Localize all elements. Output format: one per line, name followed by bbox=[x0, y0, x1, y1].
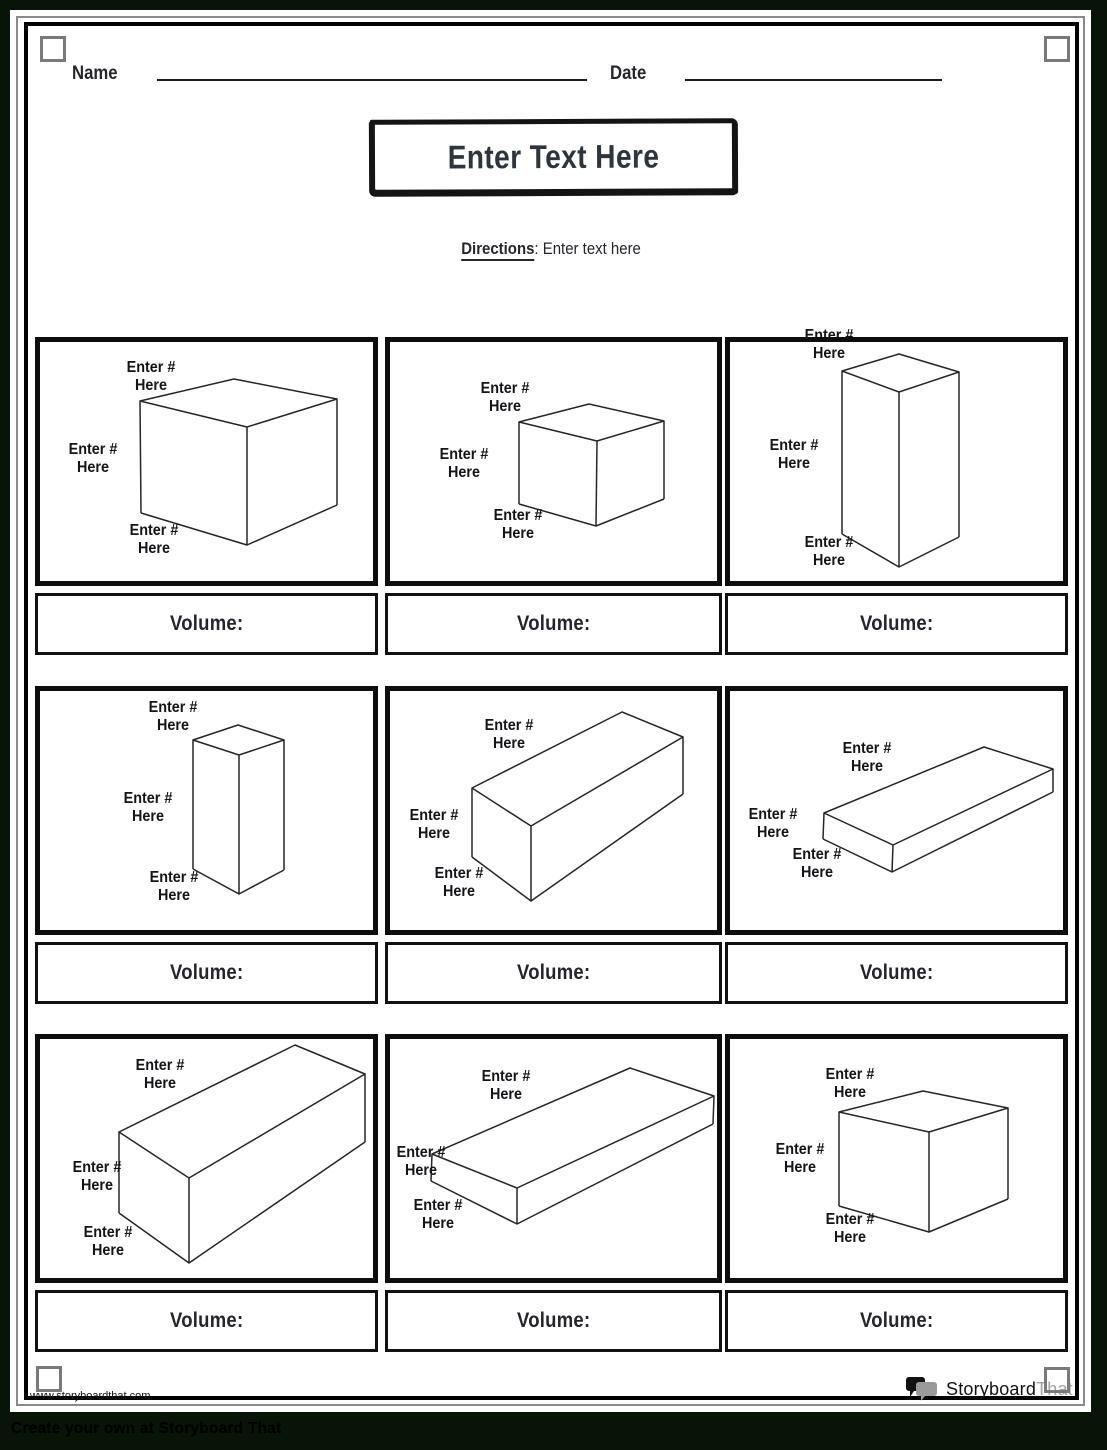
dimension-label-left[interactable]: Enter # Here bbox=[123, 790, 173, 825]
volume-label: Volume: bbox=[169, 961, 244, 984]
volume-answer-box[interactable] bbox=[725, 593, 1068, 655]
dimension-label-top[interactable]: Enter # Here bbox=[480, 380, 530, 415]
prism-cell bbox=[35, 337, 378, 586]
volume-answer-box[interactable] bbox=[35, 593, 378, 655]
volume-label: Volume: bbox=[516, 1309, 591, 1332]
dimension-label-bottom[interactable]: Enter # Here bbox=[434, 865, 484, 900]
corner-box-top-right bbox=[1044, 36, 1070, 62]
volume-answer-box[interactable] bbox=[385, 593, 722, 655]
dimension-label-top[interactable]: Enter # Here bbox=[825, 1066, 875, 1101]
dimension-label-left[interactable]: Enter # Here bbox=[775, 1141, 825, 1176]
date-label: Date bbox=[610, 63, 647, 84]
dimension-label-bottom[interactable]: Enter # Here bbox=[825, 1211, 875, 1246]
prism-cell bbox=[385, 686, 722, 935]
dimension-label-bottom[interactable]: Enter # Here bbox=[129, 522, 179, 557]
logo-text-that: That bbox=[1036, 1378, 1073, 1399]
corner-box-bottom-right bbox=[1044, 1367, 1070, 1393]
dimension-label-top[interactable]: Enter # Here bbox=[804, 327, 854, 362]
bottom-caption: Create your own at Storyboard That bbox=[11, 1420, 282, 1437]
directions-separator: : bbox=[534, 239, 540, 258]
dimension-label-left[interactable]: Enter # Here bbox=[396, 1144, 446, 1179]
volume-label: Volume: bbox=[859, 961, 934, 984]
paper-sheet bbox=[10, 10, 1091, 1412]
dimension-label-bottom[interactable]: Enter # Here bbox=[804, 534, 854, 569]
dimension-label-left[interactable]: Enter # Here bbox=[72, 1159, 122, 1194]
prism-cell bbox=[725, 686, 1068, 935]
volume-label: Volume: bbox=[859, 1309, 934, 1332]
speech-bubbles-icon bbox=[906, 1374, 942, 1404]
corner-box-top-left bbox=[40, 36, 66, 62]
volume-label: Volume: bbox=[516, 961, 591, 984]
volume-answer-box[interactable] bbox=[725, 942, 1068, 1004]
directions-line[interactable] bbox=[28, 239, 1075, 259]
dimension-label-top[interactable]: Enter # Here bbox=[148, 699, 198, 734]
prism-cell bbox=[385, 1034, 722, 1283]
dimension-label-top[interactable]: Enter # Here bbox=[126, 359, 176, 394]
directions-text: Enter text here bbox=[543, 239, 642, 258]
dimension-label-bottom[interactable]: Enter # Here bbox=[149, 869, 199, 904]
title-box[interactable] bbox=[370, 118, 737, 195]
dimension-label-left[interactable]: Enter # Here bbox=[748, 806, 798, 841]
worksheet-border-frame bbox=[24, 22, 1079, 1400]
volume-answer-box[interactable] bbox=[725, 1290, 1068, 1352]
dimension-label-left[interactable]: Enter # Here bbox=[769, 437, 819, 472]
prism-cell bbox=[35, 686, 378, 935]
logo-text-storyboard: Storyboard bbox=[946, 1378, 1037, 1399]
dimension-label-left[interactable]: Enter # Here bbox=[409, 807, 459, 842]
prism-cell bbox=[725, 1034, 1068, 1283]
date-write-line[interactable] bbox=[685, 79, 942, 81]
dimension-label-top[interactable]: Enter # Here bbox=[135, 1057, 185, 1092]
volume-answer-box[interactable] bbox=[35, 1290, 378, 1352]
volume-label: Volume: bbox=[169, 1309, 244, 1332]
dimension-label-top[interactable]: Enter # Here bbox=[481, 1068, 531, 1103]
prism-cell bbox=[725, 327, 1068, 586]
dimension-label-left[interactable]: Enter # Here bbox=[68, 441, 118, 476]
dimension-label-bottom[interactable]: Enter # Here bbox=[493, 507, 543, 542]
dimension-label-top[interactable]: Enter # Here bbox=[484, 717, 534, 752]
directions-label: Directions bbox=[462, 239, 535, 261]
title-text: Enter Text Here bbox=[447, 137, 660, 175]
prism-cell bbox=[35, 1034, 378, 1283]
dimension-label-left[interactable]: Enter # Here bbox=[439, 446, 489, 481]
dimension-label-top[interactable]: Enter # Here bbox=[842, 740, 892, 775]
volume-answer-box[interactable] bbox=[385, 1290, 722, 1352]
footer-url: www.storyboardthat.com bbox=[30, 1390, 151, 1402]
prism-cell bbox=[385, 337, 722, 586]
dimension-label-bottom[interactable]: Enter # Here bbox=[413, 1197, 463, 1232]
volume-answer-box[interactable] bbox=[35, 942, 378, 1004]
name-label: Name bbox=[72, 63, 118, 84]
dimension-label-bottom[interactable]: Enter # Here bbox=[792, 846, 842, 881]
volume-label: Volume: bbox=[169, 612, 244, 635]
dimension-label-bottom[interactable]: Enter # Here bbox=[83, 1224, 133, 1259]
volume-answer-box[interactable] bbox=[385, 942, 722, 1004]
corner-box-bottom-left bbox=[36, 1366, 62, 1392]
name-write-line[interactable] bbox=[157, 79, 587, 81]
volume-label: Volume: bbox=[516, 612, 591, 635]
volume-label: Volume: bbox=[859, 612, 934, 635]
